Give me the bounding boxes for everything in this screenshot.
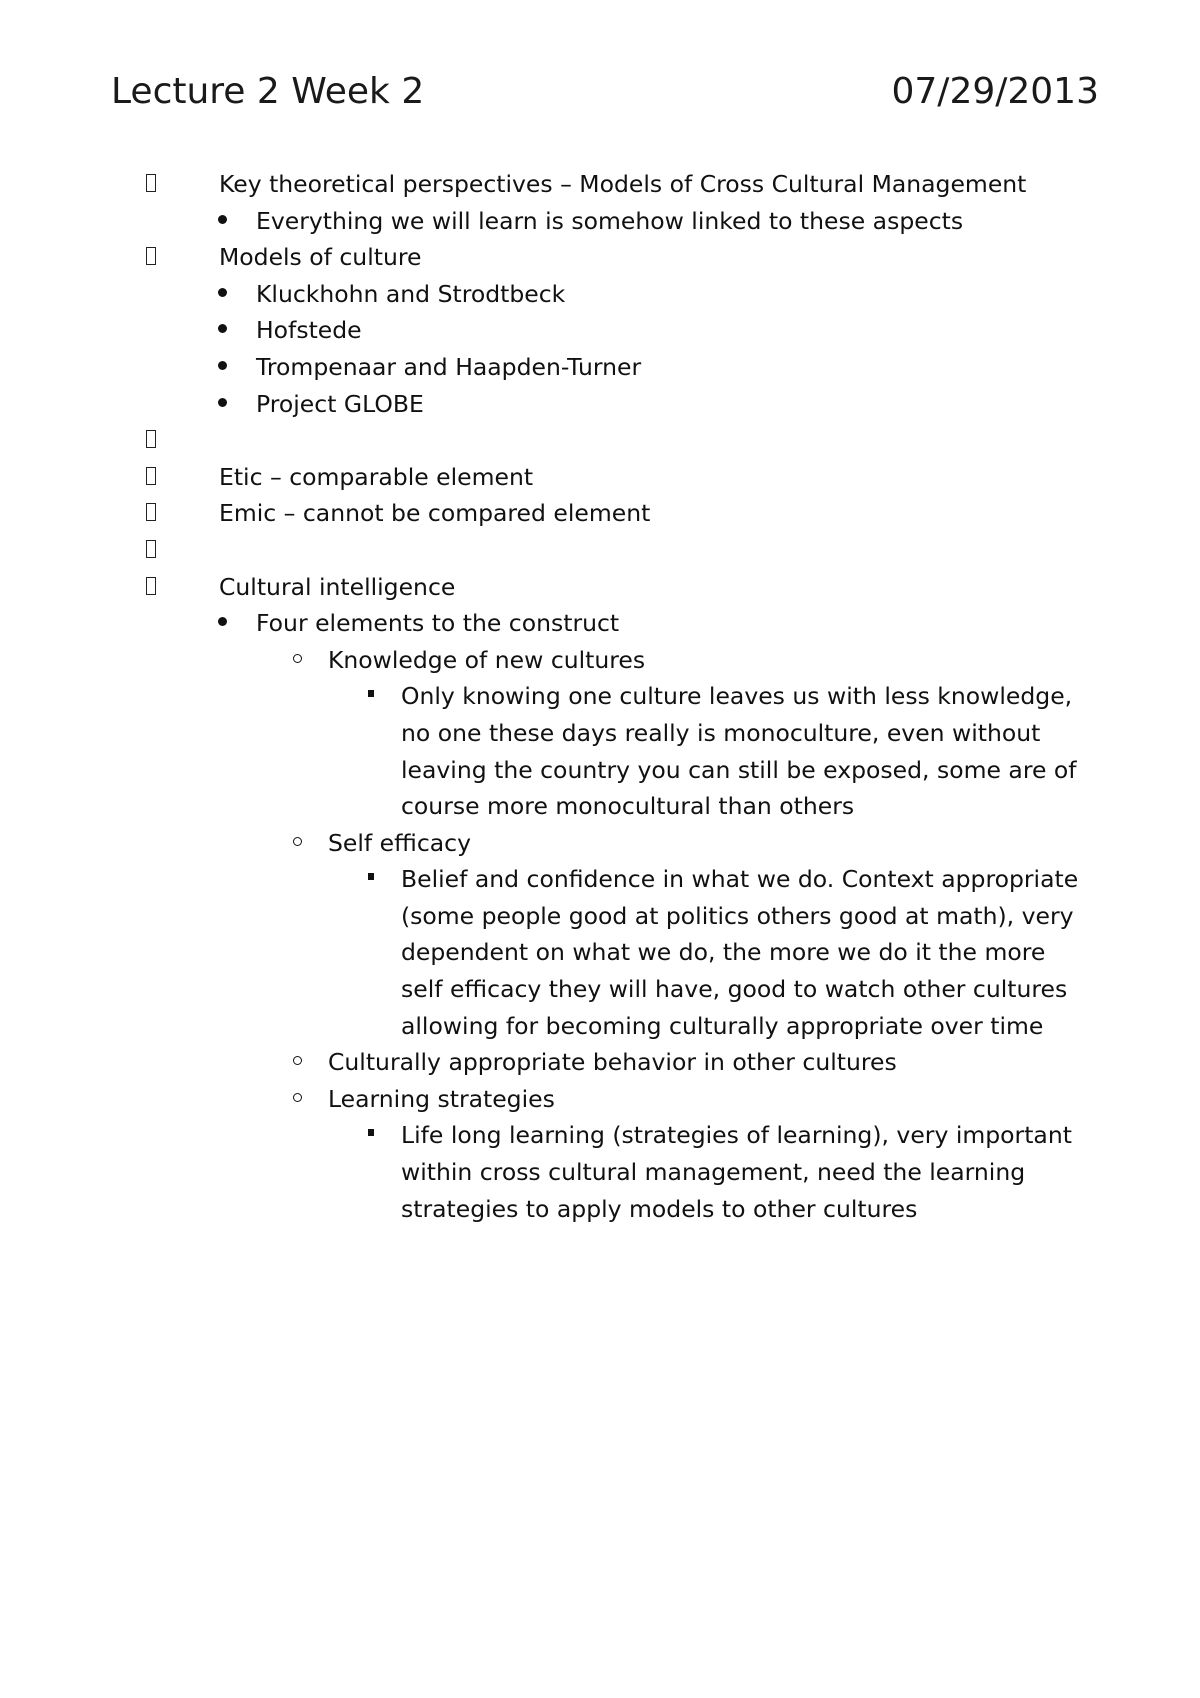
outline-text: Project GLOBE (256, 389, 424, 418)
missing-glyph-bullet-icon (146, 430, 156, 448)
outline-detail (0, 1117, 1200, 1227)
missing-glyph-bullet-icon (146, 174, 156, 192)
outline-text: Learning strategies (328, 1084, 555, 1113)
outline-item (0, 239, 1200, 276)
outline-text: Etic – comparable element (219, 462, 534, 491)
outline-item (0, 459, 1200, 496)
outline-text: Only knowing one culture leaves us with less knowledge, no one these days really is monoculture, even without leaving the country you can still be exposed, some are of course more monocultural than others (401, 682, 1077, 821)
hollow-bullet-icon (293, 1056, 302, 1065)
page-header (111, 70, 1099, 114)
outline-text: Models of culture (219, 243, 422, 272)
outline-subsubitem (0, 1044, 1200, 1081)
hollow-bullet-icon (293, 1093, 302, 1102)
outline-text: Everything we will learn is somehow linked to these aspects (256, 206, 964, 235)
filled-bullet-icon (218, 617, 227, 626)
page-date: 07/29/2013 (891, 71, 1099, 112)
square-bullet-icon (368, 1129, 374, 1136)
outline-subitem (0, 203, 1200, 240)
missing-glyph-bullet-icon (146, 540, 156, 558)
square-bullet-icon (368, 690, 374, 697)
outline-text: Knowledge of new cultures (328, 645, 646, 674)
outline-item (0, 569, 1200, 606)
outline-subitem (0, 312, 1200, 349)
outline-subsubitem (0, 825, 1200, 862)
outline-subitem (0, 605, 1200, 642)
outline-text: Four elements to the construct (256, 609, 620, 638)
missing-glyph-bullet-icon (146, 247, 156, 265)
outline-text: Culturally appropriate behavior in other cultures (328, 1048, 897, 1077)
missing-glyph-bullet-icon (146, 503, 156, 521)
outline-text: Life long learning (strategies of learning), very important within cross cultural management, need the learning strategies to apply models to other cultures (401, 1121, 1072, 1223)
hollow-bullet-icon (293, 654, 302, 663)
outline-text: Hofstede (256, 316, 362, 345)
outline-text: Trompenaar and Haapden-Turner (256, 352, 642, 381)
filled-bullet-icon (218, 324, 227, 333)
outline-subitem (0, 349, 1200, 386)
outline-text: Belief and confidence in what we do. Context appropriate (some people good at politics others good at math), very dependent on what we do, the more we do it the more self efficacy they will have, good to watch other cultures allowing for becoming culturally appropriate over time (401, 865, 1079, 1040)
notes-outline (0, 166, 1200, 1227)
outline-subsubitem (0, 642, 1200, 679)
hollow-bullet-icon (293, 837, 302, 846)
filled-bullet-icon (218, 361, 227, 370)
missing-glyph-bullet-icon (146, 577, 156, 595)
outline-item (0, 532, 1200, 569)
outline-subsubitem (0, 1081, 1200, 1118)
outline-text: Self efficacy (328, 828, 471, 857)
page-title: Lecture 2 Week 2 (111, 71, 425, 112)
missing-glyph-bullet-icon (146, 467, 156, 485)
outline-subitem (0, 276, 1200, 313)
outline-text: Emic – cannot be compared element (219, 499, 651, 528)
outline-text: Kluckhohn and Strodtbeck (256, 279, 566, 308)
filled-bullet-icon (218, 398, 227, 407)
filled-bullet-icon (218, 215, 227, 224)
outline-item (0, 495, 1200, 532)
filled-bullet-icon (218, 288, 227, 297)
outline-text: Key theoretical perspectives – Models of Cross Cultural Management (219, 170, 1027, 198)
square-bullet-icon (368, 873, 374, 880)
outline-detail (0, 678, 1200, 824)
outline-text: Cultural intelligence (219, 572, 456, 601)
outline-item (0, 166, 1200, 203)
outline-detail (0, 861, 1200, 1044)
outline-subitem (0, 386, 1200, 423)
outline-item (0, 422, 1200, 459)
